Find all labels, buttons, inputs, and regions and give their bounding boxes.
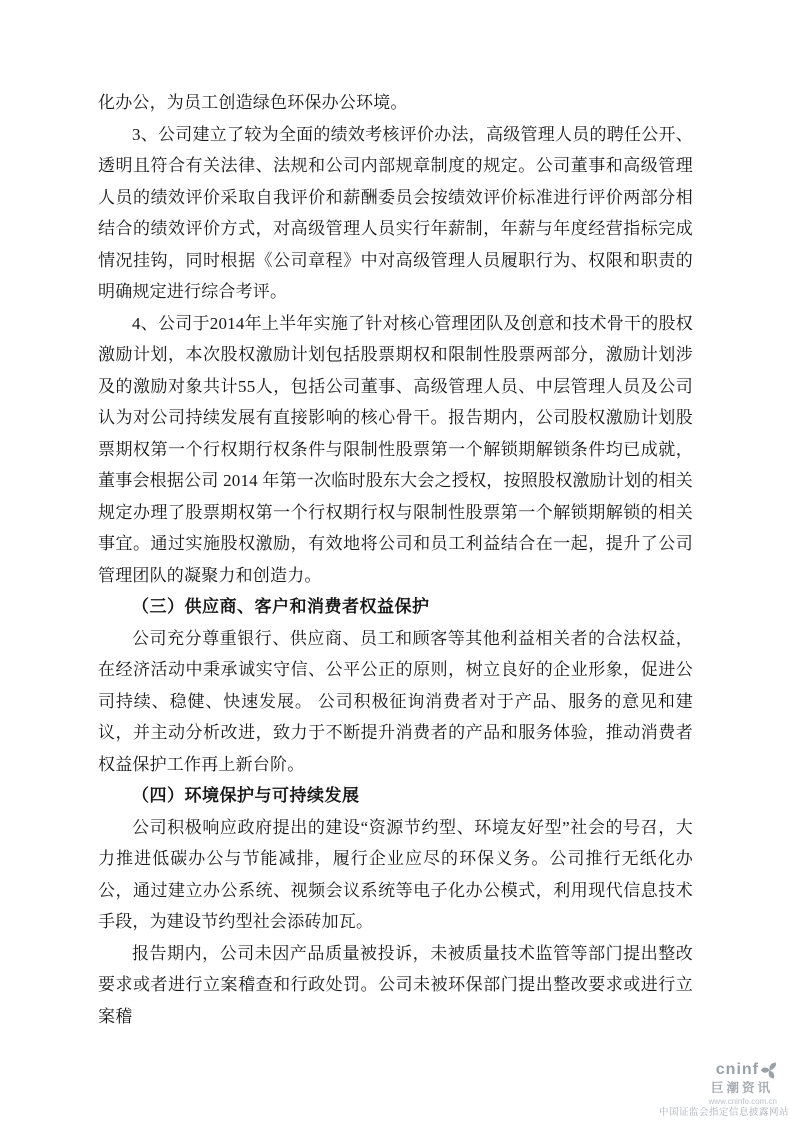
paragraph: 公司充分尊重银行、供应商、员工和顾客等其他利益相关者的合法权益，在经济活动中秉承诚实守信、公平公正的原则，树立良好的企业形象，促进公司持续、稳健、快速发展。 公司积极征询消费者对于产品、服务的意见和建议，并主动分析改进，致力于不断提升消费者的产品和服务体验，推动消费者权益保护工作再上新台阶。 [98,628,693,774]
section-heading: （四）环境保护与可持续发展 [132,786,360,805]
cninfo-tagline: 中国证监会指定信息披露网站 [658,1107,789,1119]
paragraph: 化办公，为员工创造绿色环保办公环境。 [98,93,408,112]
section-heading: （三）供应商、客户和消费者权益保护 [132,597,430,616]
document-body [98,87,693,1032]
cninfo-brand-row [659,1061,789,1080]
cninfo-brand-cn: 巨潮资讯 [710,1080,773,1095]
paragraph: 3、公司建立了较为全面的绩效考核评价办法，高级管理人员的聘任公开、透明且符合有关法律、法规和公司内部规章制度的规定。公司董事和高级管理人员的绩效评价采取自我评价和薪酬委员会按绩效评价标准进行评价两部分相结合的绩效评价方式，对高级管理人员实行年薪制，年薪与年度经营指标完成情况挂钩，同时根据《公司章程》中对高级管理人员履职行为、权限和职责的明确规定进行综合考评。 [98,124,693,301]
cninfo-watermark [659,1061,789,1119]
paragraph: 4、公司于2014年上半年实施了针对核心管理团队及创意和技术骨干的股权激励计划，本次股权激励计划包括股票期权和限制性股票两部分，激励计划涉及的激励对象共计55人，包括公司董事、高级管理人员、中层管理人员及公司认为对公司持续发展有直接影响的核心骨干。报告期内，公司股权激励计划股票期权第一个行权期行权条件与限制性股票第一个解锁期解锁条件均已成就，董事会根据公司 2014 年第一次临时股东大会之授权，按照股权激励计划的相关规定办理了股票期权第一个行权期行权与限制性股票第一个解锁期解锁的相关事宜。通过实施股权激励，有效地将公司和员工利益结合在一起，提升了公司管理团队的凝聚力和创造力。 [98,313,693,585]
paragraph: 报告期内，公司未因产品质量被投诉，未被质量技术监管等部门提出整改要求或者进行立案稽查和行政处罚。公司未被环保部门提出整改要求或进行立案稽 [98,943,693,1026]
cninfo-brand-text: cninf [715,1060,759,1078]
cninfo-logo-icon [760,1061,779,1080]
cninfo-url: www.cninfo.com.cn [708,1096,777,1106]
paragraph: 公司积极响应政府提出的建设“资源节约型、环境友好型”社会的号召，大力推进低碳办公与节能减排，履行企业应尽的环保义务。公司推行无纸化办公，通过建立办公系统、视频会议系统等电子化办公模式，利用现代信息技术手段，为建设节约型社会添砖加瓦。 [98,817,693,931]
